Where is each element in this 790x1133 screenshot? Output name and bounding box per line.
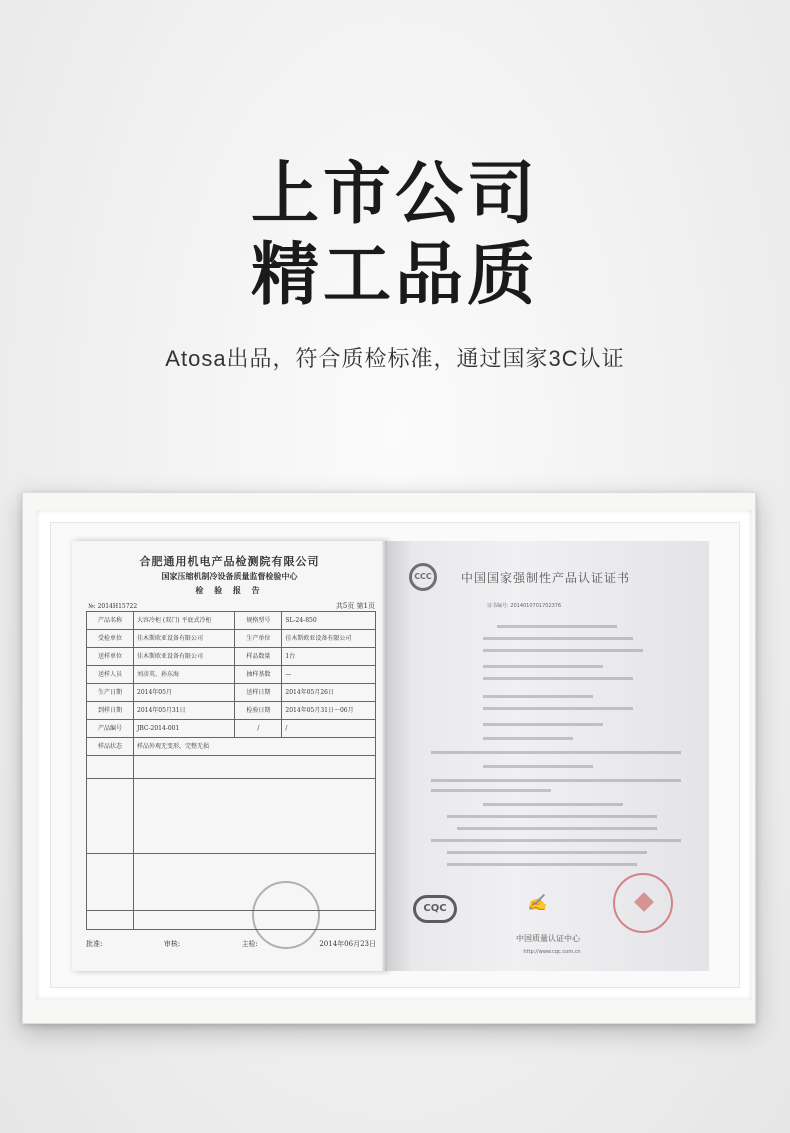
- text-line: [483, 665, 603, 668]
- report-date: 2014年06月23日: [319, 940, 376, 948]
- table-cell: 2014年05月: [134, 684, 235, 702]
- table-cell: 送样单位: [87, 648, 134, 666]
- table-row: [87, 756, 376, 779]
- table-cell: 刘彦英、孙东海: [134, 666, 235, 684]
- table-cell: 抽样基数: [235, 666, 282, 684]
- ccc-logo-icon: CCC: [409, 563, 437, 591]
- text-line: [483, 695, 593, 698]
- table-cell: JBC-2014-001: [134, 720, 235, 738]
- text-line: [483, 707, 633, 710]
- certificate-issuer: 中国质量认证中心: [516, 934, 580, 943]
- table-cell: 生产日期: [87, 684, 134, 702]
- text-line: [431, 839, 681, 842]
- table-cell: SL-24-850: [282, 612, 376, 630]
- table-cell: 2014年05月31日: [134, 702, 235, 720]
- approver-label: 批准:: [86, 940, 103, 948]
- table-row: [87, 684, 376, 702]
- table-row: [87, 630, 376, 648]
- report-footer: [86, 939, 376, 949]
- text-line: [483, 803, 623, 806]
- table-row: [87, 779, 376, 854]
- table-cell: 受检单位: [87, 630, 134, 648]
- table-cell: [134, 779, 376, 854]
- cqc-logo-icon: CQC: [413, 895, 457, 923]
- table-cell: 产品名称: [87, 612, 134, 630]
- inspection-report: [72, 541, 387, 971]
- table-cell: [87, 854, 134, 911]
- reviewer-label: 审核:: [163, 940, 181, 948]
- table-row: [87, 854, 376, 911]
- text-line: [447, 863, 637, 866]
- table-cell: [87, 911, 134, 930]
- text-line: [431, 789, 551, 792]
- table-row: [87, 738, 376, 756]
- table-cell: 到样日期: [87, 702, 134, 720]
- report-page: 共5页 第1页: [335, 602, 375, 610]
- table-row: [87, 648, 376, 666]
- table-cell: 2014年05月26日: [282, 684, 376, 702]
- text-line: [483, 737, 573, 740]
- certificate-title: 中国国家强制性产品认证证书: [461, 571, 631, 585]
- table-row: [87, 702, 376, 720]
- table-cell: 检验日期: [235, 702, 282, 720]
- table-cell: 大容冷柜 (双门) 平底式冷柜: [134, 612, 235, 630]
- table-cell: /: [235, 720, 282, 738]
- text-line: [447, 815, 657, 818]
- table-cell: [134, 756, 376, 779]
- table-cell: 样品数量: [235, 648, 282, 666]
- text-line: [431, 779, 681, 782]
- issuer-website: http://www.cqc.com.cn: [523, 949, 581, 955]
- text-line: [431, 751, 681, 754]
- tagline: Atosa出品，符合质检标准，通过国家3C认证: [165, 346, 625, 371]
- text-line: [483, 637, 633, 640]
- text-line: [497, 625, 617, 628]
- text-line: [483, 677, 633, 680]
- table-cell: 送样日期: [235, 684, 282, 702]
- table-cell: 1台: [282, 648, 376, 666]
- text-line: [447, 851, 647, 854]
- text-line: [483, 765, 593, 768]
- table-cell: 送样人员: [87, 666, 134, 684]
- table-cell: 样品状态: [87, 738, 134, 756]
- certificate-number: 证书编号: 2014010701702376: [487, 603, 562, 609]
- report-table: [86, 611, 376, 930]
- table-row: [87, 666, 376, 684]
- text-line: [483, 723, 603, 726]
- report-center: 国家压缩机制冷设备质量监督检验中心: [161, 571, 298, 581]
- table-cell: —: [282, 666, 376, 684]
- table-cell: 规格型号: [235, 612, 282, 630]
- table-cell: [87, 756, 134, 779]
- report-number: №: 2014H15722: [88, 603, 138, 610]
- table-cell: 样品外观无变形，完整无损: [134, 738, 376, 756]
- table-row: [87, 911, 376, 930]
- table-cell: 佳木斯欧亚设备有限公司: [134, 648, 235, 666]
- text-line: [457, 827, 657, 830]
- table-row: [87, 720, 376, 738]
- text-line: [483, 649, 643, 652]
- table-cell: /: [282, 720, 376, 738]
- table-cell: 生产单位: [235, 630, 282, 648]
- table-cell: [87, 779, 134, 854]
- table-row: [87, 612, 376, 630]
- table-cell: 产品编号: [87, 720, 134, 738]
- inspector-label: 主检:: [241, 940, 258, 948]
- report-title: 检 验 报 告: [195, 585, 264, 595]
- report-organization: 合肥通用机电产品检测院有限公司: [139, 555, 320, 568]
- headline-line-2: 精工品质: [250, 236, 539, 315]
- headline-line-1: 上市公司: [250, 155, 539, 234]
- ccc-certificate: [387, 541, 709, 971]
- table-cell: 佳木斯欧亚设备有限公司: [282, 630, 376, 648]
- table-cell: 2014年05月31日～06月: [282, 702, 376, 720]
- table-cell: 佳木斯欧亚设备有限公司: [134, 630, 235, 648]
- signature: ✍: [527, 893, 547, 912]
- certification-stamp: [613, 873, 673, 933]
